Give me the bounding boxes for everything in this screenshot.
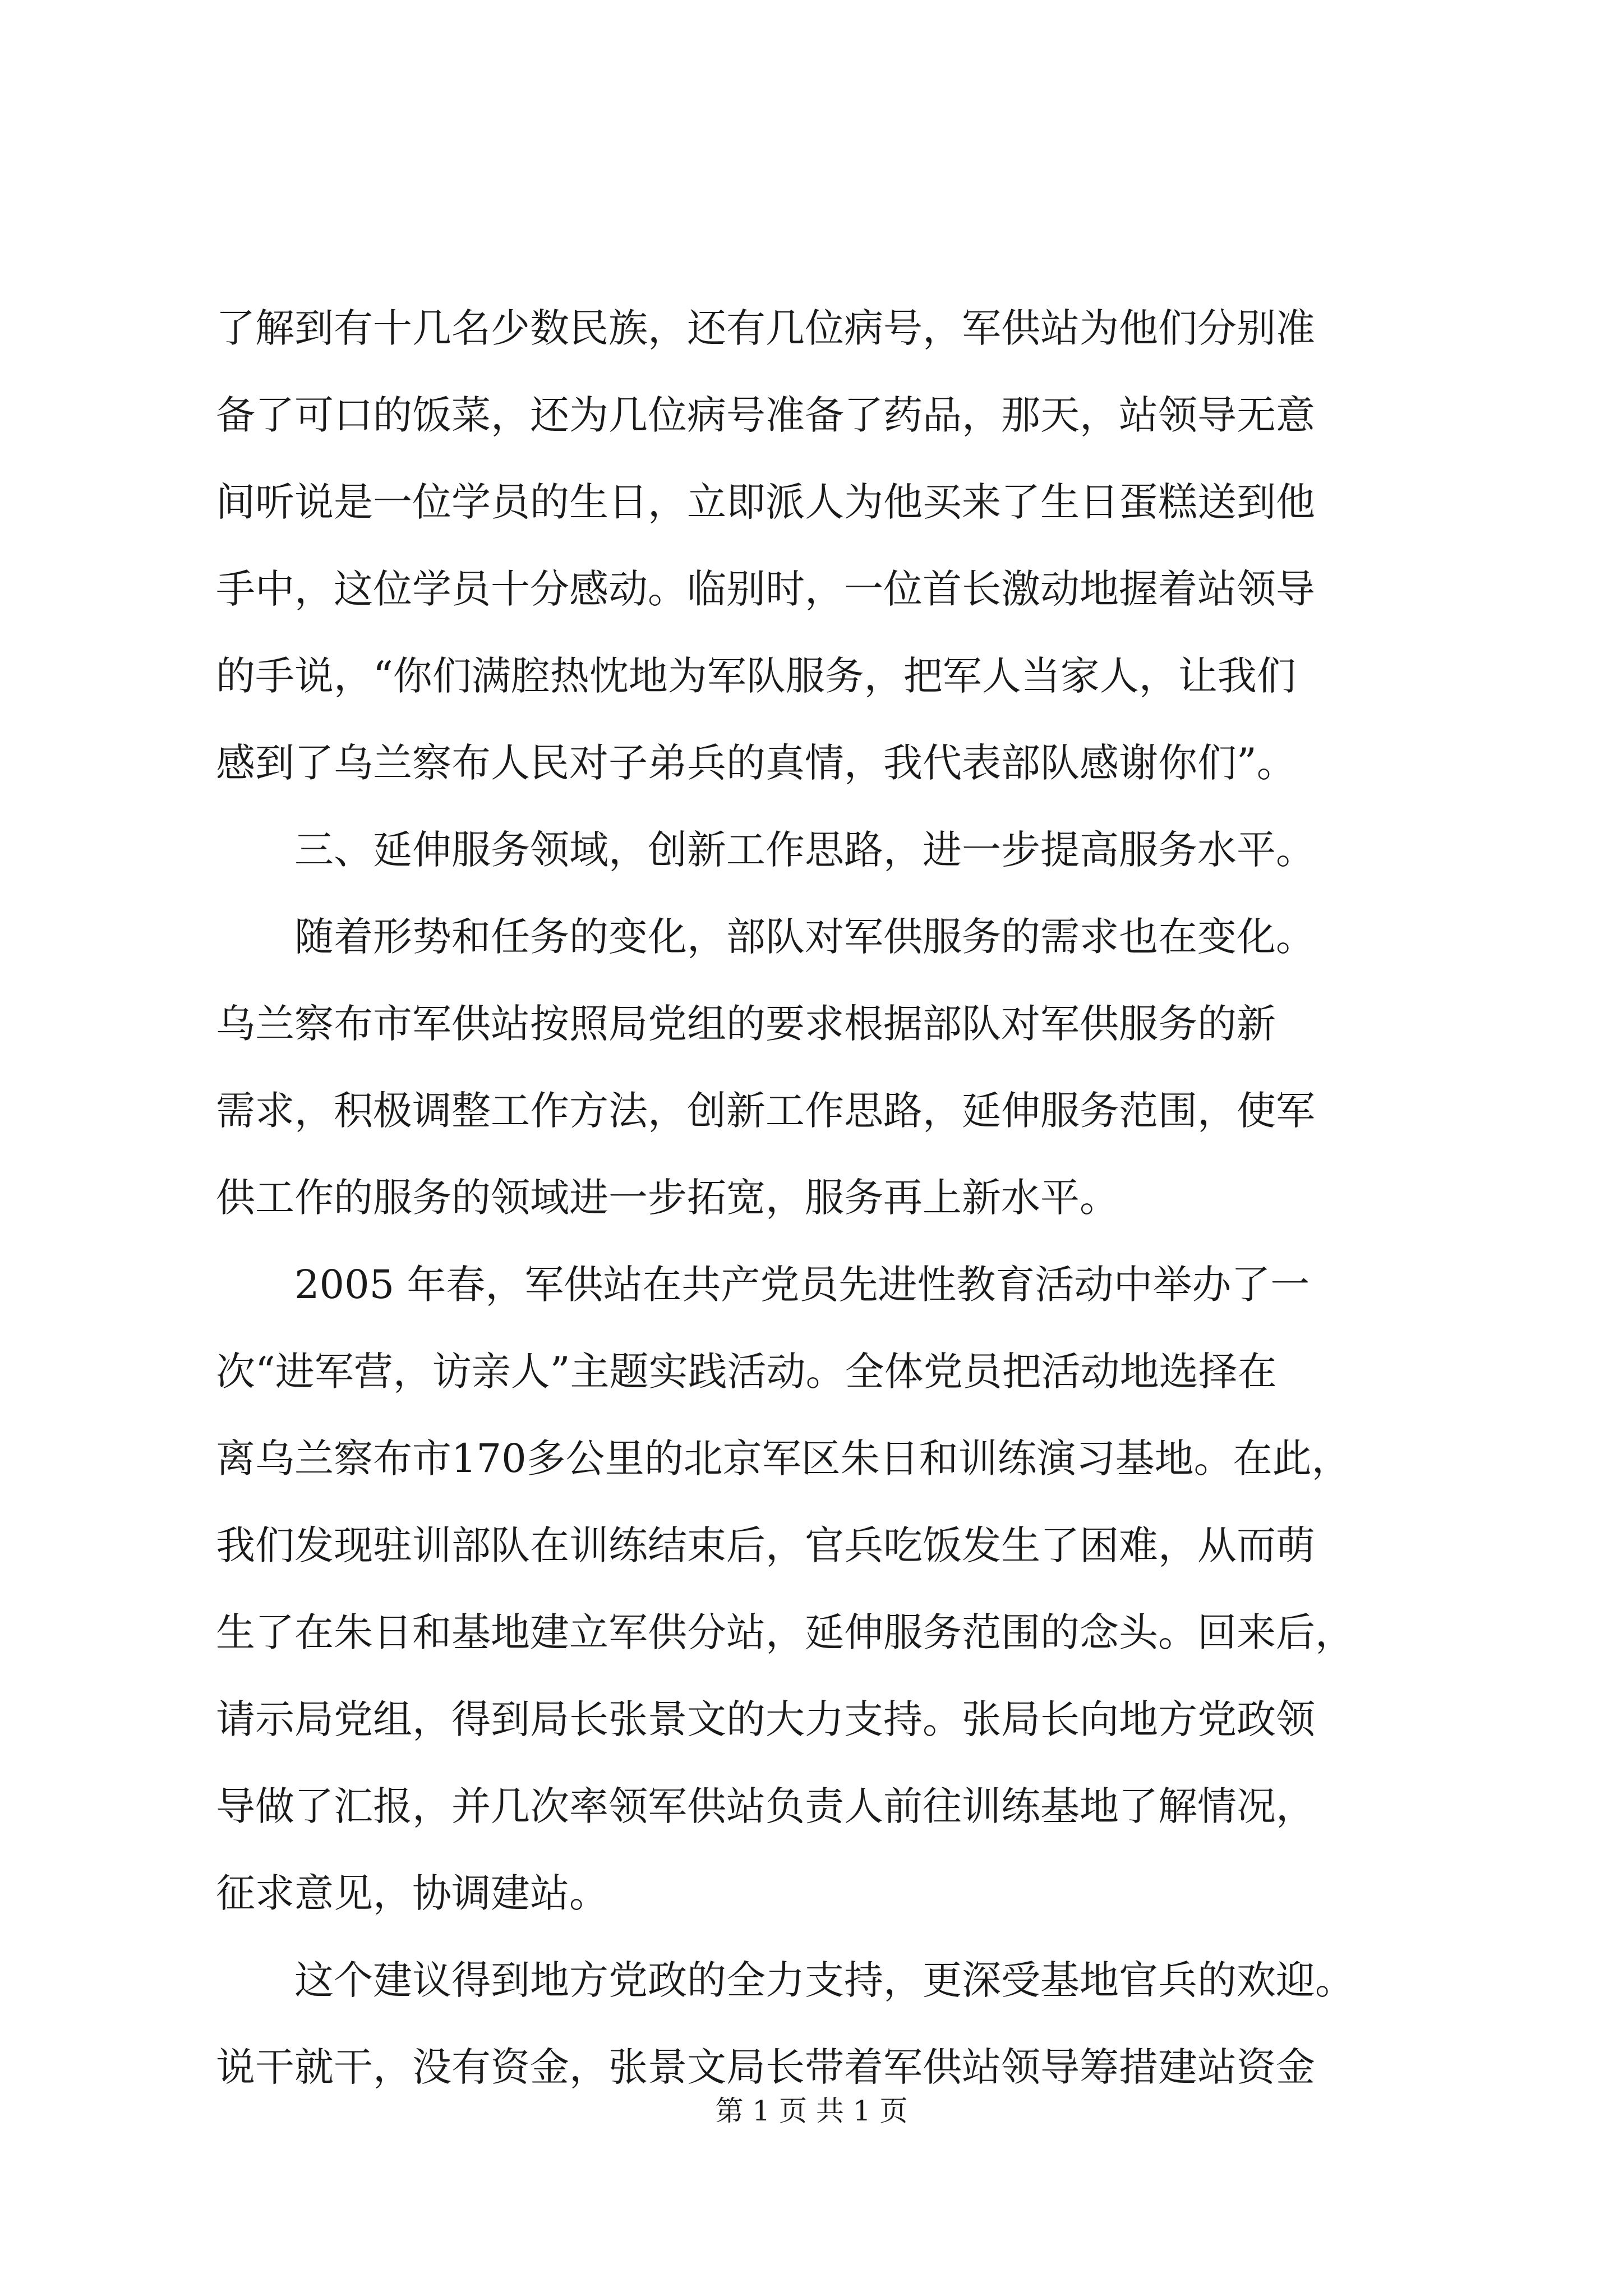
text-line: 请示局党组，得到局长张景文的大力支持。张局长向地方党政领 (216, 1696, 1315, 1742)
text-line: 间听说是一位学员的生日，立即派人为他买来了生日蛋糕送到他 (216, 479, 1315, 525)
text-line: 次“进军营，访亲人”主题实践活动。全体党员把活动地选择在 (216, 1349, 1277, 1395)
text-line: 导做了汇报，并几次率领军供站负责人前往训练基地了解情况， (216, 1783, 1315, 1829)
text-line: 手中，这位学员十分感动。临别时，一位首长激动地握着站领导 (216, 566, 1315, 612)
text-line: 我们发现驻训部队在训练结束后，官兵吃饭发生了困难，从而萌 (216, 1522, 1315, 1568)
text-line: 说干就干，没有资金，张景文局长带着军供站领导筹措建站资金 (216, 2044, 1315, 2090)
text-line: 随着形势和任务的变化，部队对军供服务的需求也在变化。 (216, 914, 1315, 960)
text-line: 感到了乌兰察布人民对子弟兵的真情，我代表部队感谢你们”。 (216, 740, 1296, 786)
text-line: 2005 年春，军供站在共产党员先进性教育活动中举办了一 (216, 1262, 1310, 1308)
text-line: 备了可口的饭菜，还为几位病号准备了药品，那天，站领导无意 (216, 392, 1315, 438)
text-line: 供工作的服务的领域进一步拓宽，服务再上新水平。 (216, 1175, 1119, 1221)
section-heading: 三、延伸服务领域，创新工作思路，进一步提高服务水平。 (216, 827, 1315, 873)
text-line: 征求意见，协调建站。 (216, 1870, 608, 1916)
page-footer: 第 1 页 共 1 页 (715, 2095, 908, 2127)
text-line: 了解到有十几名少数民族，还有几位病号，军供站为他们分别准 (216, 305, 1315, 351)
text-line: 的手说，“你们满腔热忱地为军队服务，把军人当家人，让我们 (216, 653, 1296, 699)
text-line: 这个建议得到地方党政的全力支持，更深受基地官兵的欢迎。 (216, 1957, 1354, 2003)
text-line: 需求，积极调整工作方法，创新工作思路，延伸服务范围，使军 (216, 1088, 1315, 1134)
text-line: 生了在朱日和基地建立军供分站，延伸服务范围的念头。回来后， (216, 1609, 1354, 1655)
text-line: 离乌兰察布市170多公里的北京军区朱日和训练演习基地。在此， (216, 1435, 1351, 1481)
document-body (216, 285, 1410, 2111)
text-line: 乌兰察布市军供站按照局党组的要求根据部队对军供服务的新 (216, 1001, 1276, 1047)
